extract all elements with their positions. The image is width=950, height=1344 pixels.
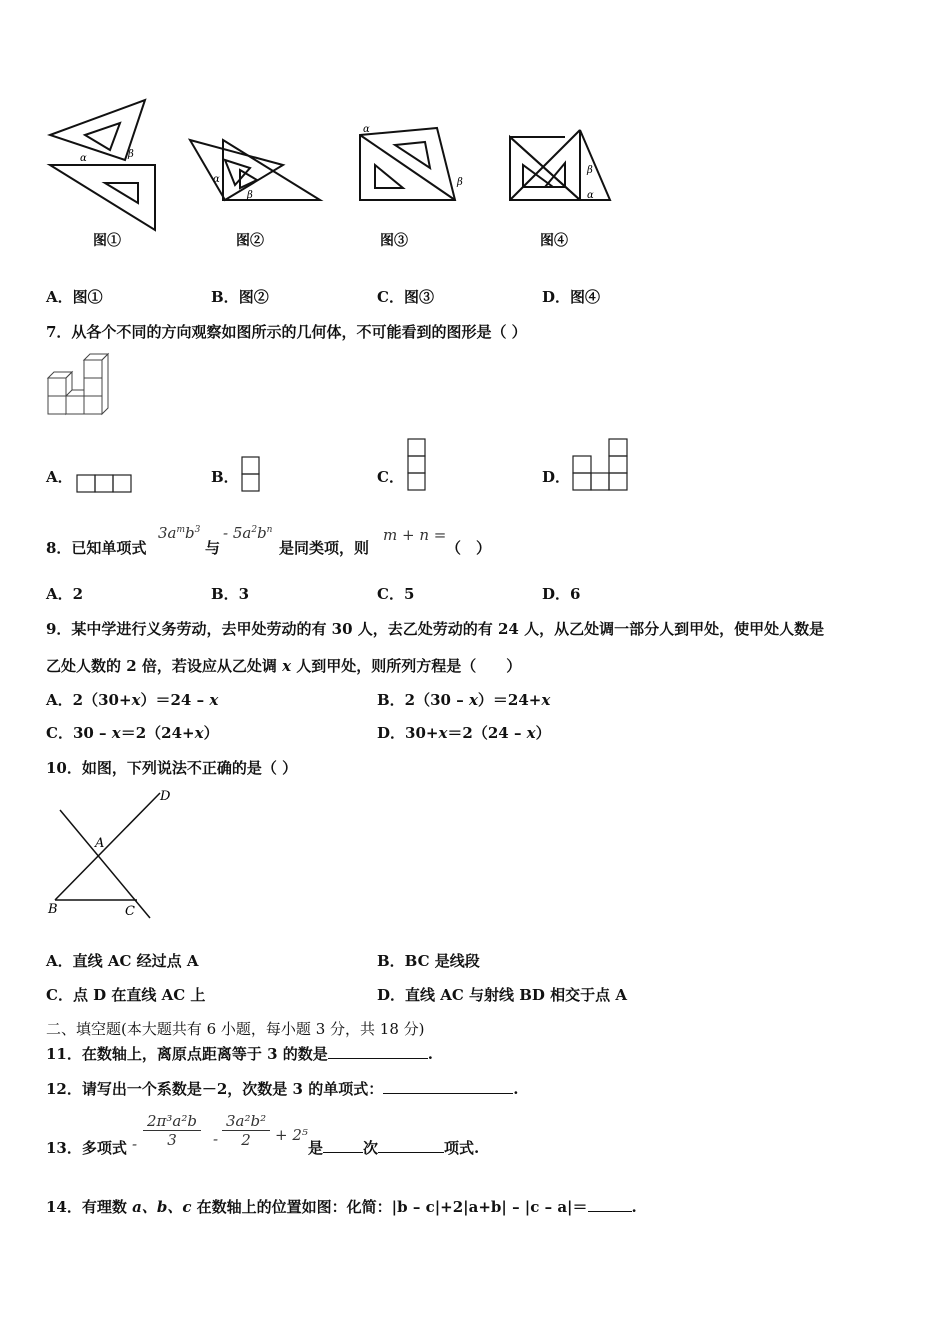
- section-2-heading: 二、填空题(本大题共有 6 小题，每小题 3 分，共 18 分): [46, 1020, 425, 1038]
- q7-option-a-label[interactable]: A．: [46, 468, 73, 486]
- q9-option-c[interactable]: C．30 – x＝2（24+x）: [46, 724, 219, 742]
- q8-option-c[interactable]: C．5: [377, 585, 415, 603]
- q8-bracket: （ ）: [446, 539, 492, 557]
- figure-1-triangle-rulers: [40, 95, 170, 235]
- figure-2-caption: 图②: [236, 233, 264, 249]
- q14: 14．有理数 a、b、c 在数轴上的位置如图：化简：|b – c|+2|a+b| – |c – a|＝ .: [46, 1198, 637, 1216]
- q10-option-c[interactable]: C．点 D 在直线 AC 上: [46, 986, 206, 1004]
- q13-neg-sign: -: [132, 1135, 138, 1153]
- q8-expression: m + n =: [383, 526, 447, 544]
- q14-answer-blank[interactable]: [588, 1197, 632, 1212]
- alpha-label: α: [213, 174, 220, 185]
- q13-plus-term: + 2⁵: [275, 1126, 308, 1144]
- q6-option-c[interactable]: C．图③: [377, 288, 434, 306]
- q13-minus-sign: -: [213, 1130, 219, 1148]
- q9-stem-line-2: 乙处人数的 2 倍，若设应从乙处调 x 人到甲处，则所列方程是（ ）: [46, 657, 522, 675]
- q9-option-a[interactable]: A．2（30+x）＝24 – x: [46, 691, 219, 709]
- point-c-label: C: [125, 904, 135, 919]
- q6-option-d[interactable]: D．图④: [542, 288, 601, 306]
- q13-tail: 是 次 项式.: [308, 1139, 480, 1157]
- q8-term2: - $5a^2b^n$: [223, 524, 273, 542]
- q8-option-b[interactable]: B．3: [211, 585, 250, 603]
- alpha-label: α: [80, 153, 87, 164]
- alpha-label: α: [363, 124, 370, 135]
- point-d-label: D: [160, 789, 171, 804]
- q13-terms-blank[interactable]: [378, 1138, 444, 1153]
- q10-option-a[interactable]: A．直线 AC 经过点 A: [46, 952, 199, 970]
- q13-prefix: 13．多项式: [46, 1139, 127, 1157]
- beta-label: β: [128, 149, 134, 160]
- beta-label: β: [587, 165, 593, 176]
- alpha-label: α: [587, 190, 594, 201]
- beta-label: β: [247, 190, 253, 201]
- figure-2-triangle-rulers: [185, 130, 325, 205]
- q8-option-d[interactable]: D．6: [542, 585, 581, 603]
- figure-1-caption: 图①: [93, 233, 121, 249]
- q9-option-d[interactable]: D．30+x＝2（24 – x）: [377, 724, 551, 742]
- q10-geometry-figure: [45, 785, 180, 920]
- q7-option-a-shape[interactable]: [76, 474, 132, 494]
- q6-option-b[interactable]: B．图②: [211, 288, 269, 306]
- beta-label: β: [457, 177, 463, 188]
- q7-stem: 7．从各个不同的方向观察如图所示的几何体，不可能看到的图形是（ ）: [46, 323, 527, 341]
- q11-answer-blank[interactable]: [328, 1044, 428, 1059]
- figure-3-caption: 图③: [380, 233, 408, 249]
- q13-fraction-2: $\frac{\text{3a²b²}}{2}$: [222, 1112, 270, 1149]
- q7-option-d-label[interactable]: D．: [542, 468, 571, 486]
- figure-3-triangle-rulers: [355, 120, 475, 205]
- q6-option-a[interactable]: A．图①: [46, 288, 103, 306]
- q7-option-b-label[interactable]: B．: [211, 468, 239, 486]
- q10-stem: 10．如图，下列说法不正确的是（ ）: [46, 759, 298, 777]
- q7-option-c-shape[interactable]: [407, 438, 427, 494]
- q11: 11．在数轴上，离原点距离等于 3 的数是 .: [46, 1045, 433, 1063]
- q10-option-d[interactable]: D．直线 AC 与射线 BD 相交于点 A: [377, 986, 628, 1004]
- q8-prefix: 8．已知单项式: [46, 539, 147, 557]
- figure-4-triangle-rulers: [505, 125, 615, 205]
- q9-option-b[interactable]: B．2（30 – x）＝24+x: [377, 691, 551, 709]
- point-a-label: A: [95, 836, 105, 851]
- q8-option-a[interactable]: A．2: [46, 585, 84, 603]
- q7-solid-figure: [46, 352, 111, 418]
- q13-fraction-1: $\frac{\text{2π³a²b}}{3}$: [143, 1112, 201, 1149]
- q12-answer-blank[interactable]: [383, 1079, 513, 1094]
- q13-degree-blank[interactable]: [323, 1138, 363, 1153]
- q8-suffix: 是同类项，则: [279, 539, 370, 557]
- q7-option-c-label[interactable]: C．: [377, 468, 404, 486]
- q8-connector: 与: [205, 539, 221, 557]
- q10-option-b[interactable]: B．BC 是线段: [377, 952, 480, 970]
- point-b-label: B: [48, 902, 58, 917]
- q8-term1: $3a^mb^3$: [158, 524, 201, 542]
- q12: 12．请写出一个系数是－2，次数是 3 的单项式： .: [46, 1080, 519, 1098]
- q9-stem-line-1: 9．某中学进行义务劳动，去甲处劳动的有 30 人，去乙处劳动的有 24 人，从乙处调一部分人到甲处，使甲处人数是: [46, 620, 825, 638]
- q7-option-b-shape[interactable]: [241, 456, 261, 494]
- figure-4-caption: 图④: [540, 233, 568, 249]
- q7-option-d-shape[interactable]: [572, 438, 630, 494]
